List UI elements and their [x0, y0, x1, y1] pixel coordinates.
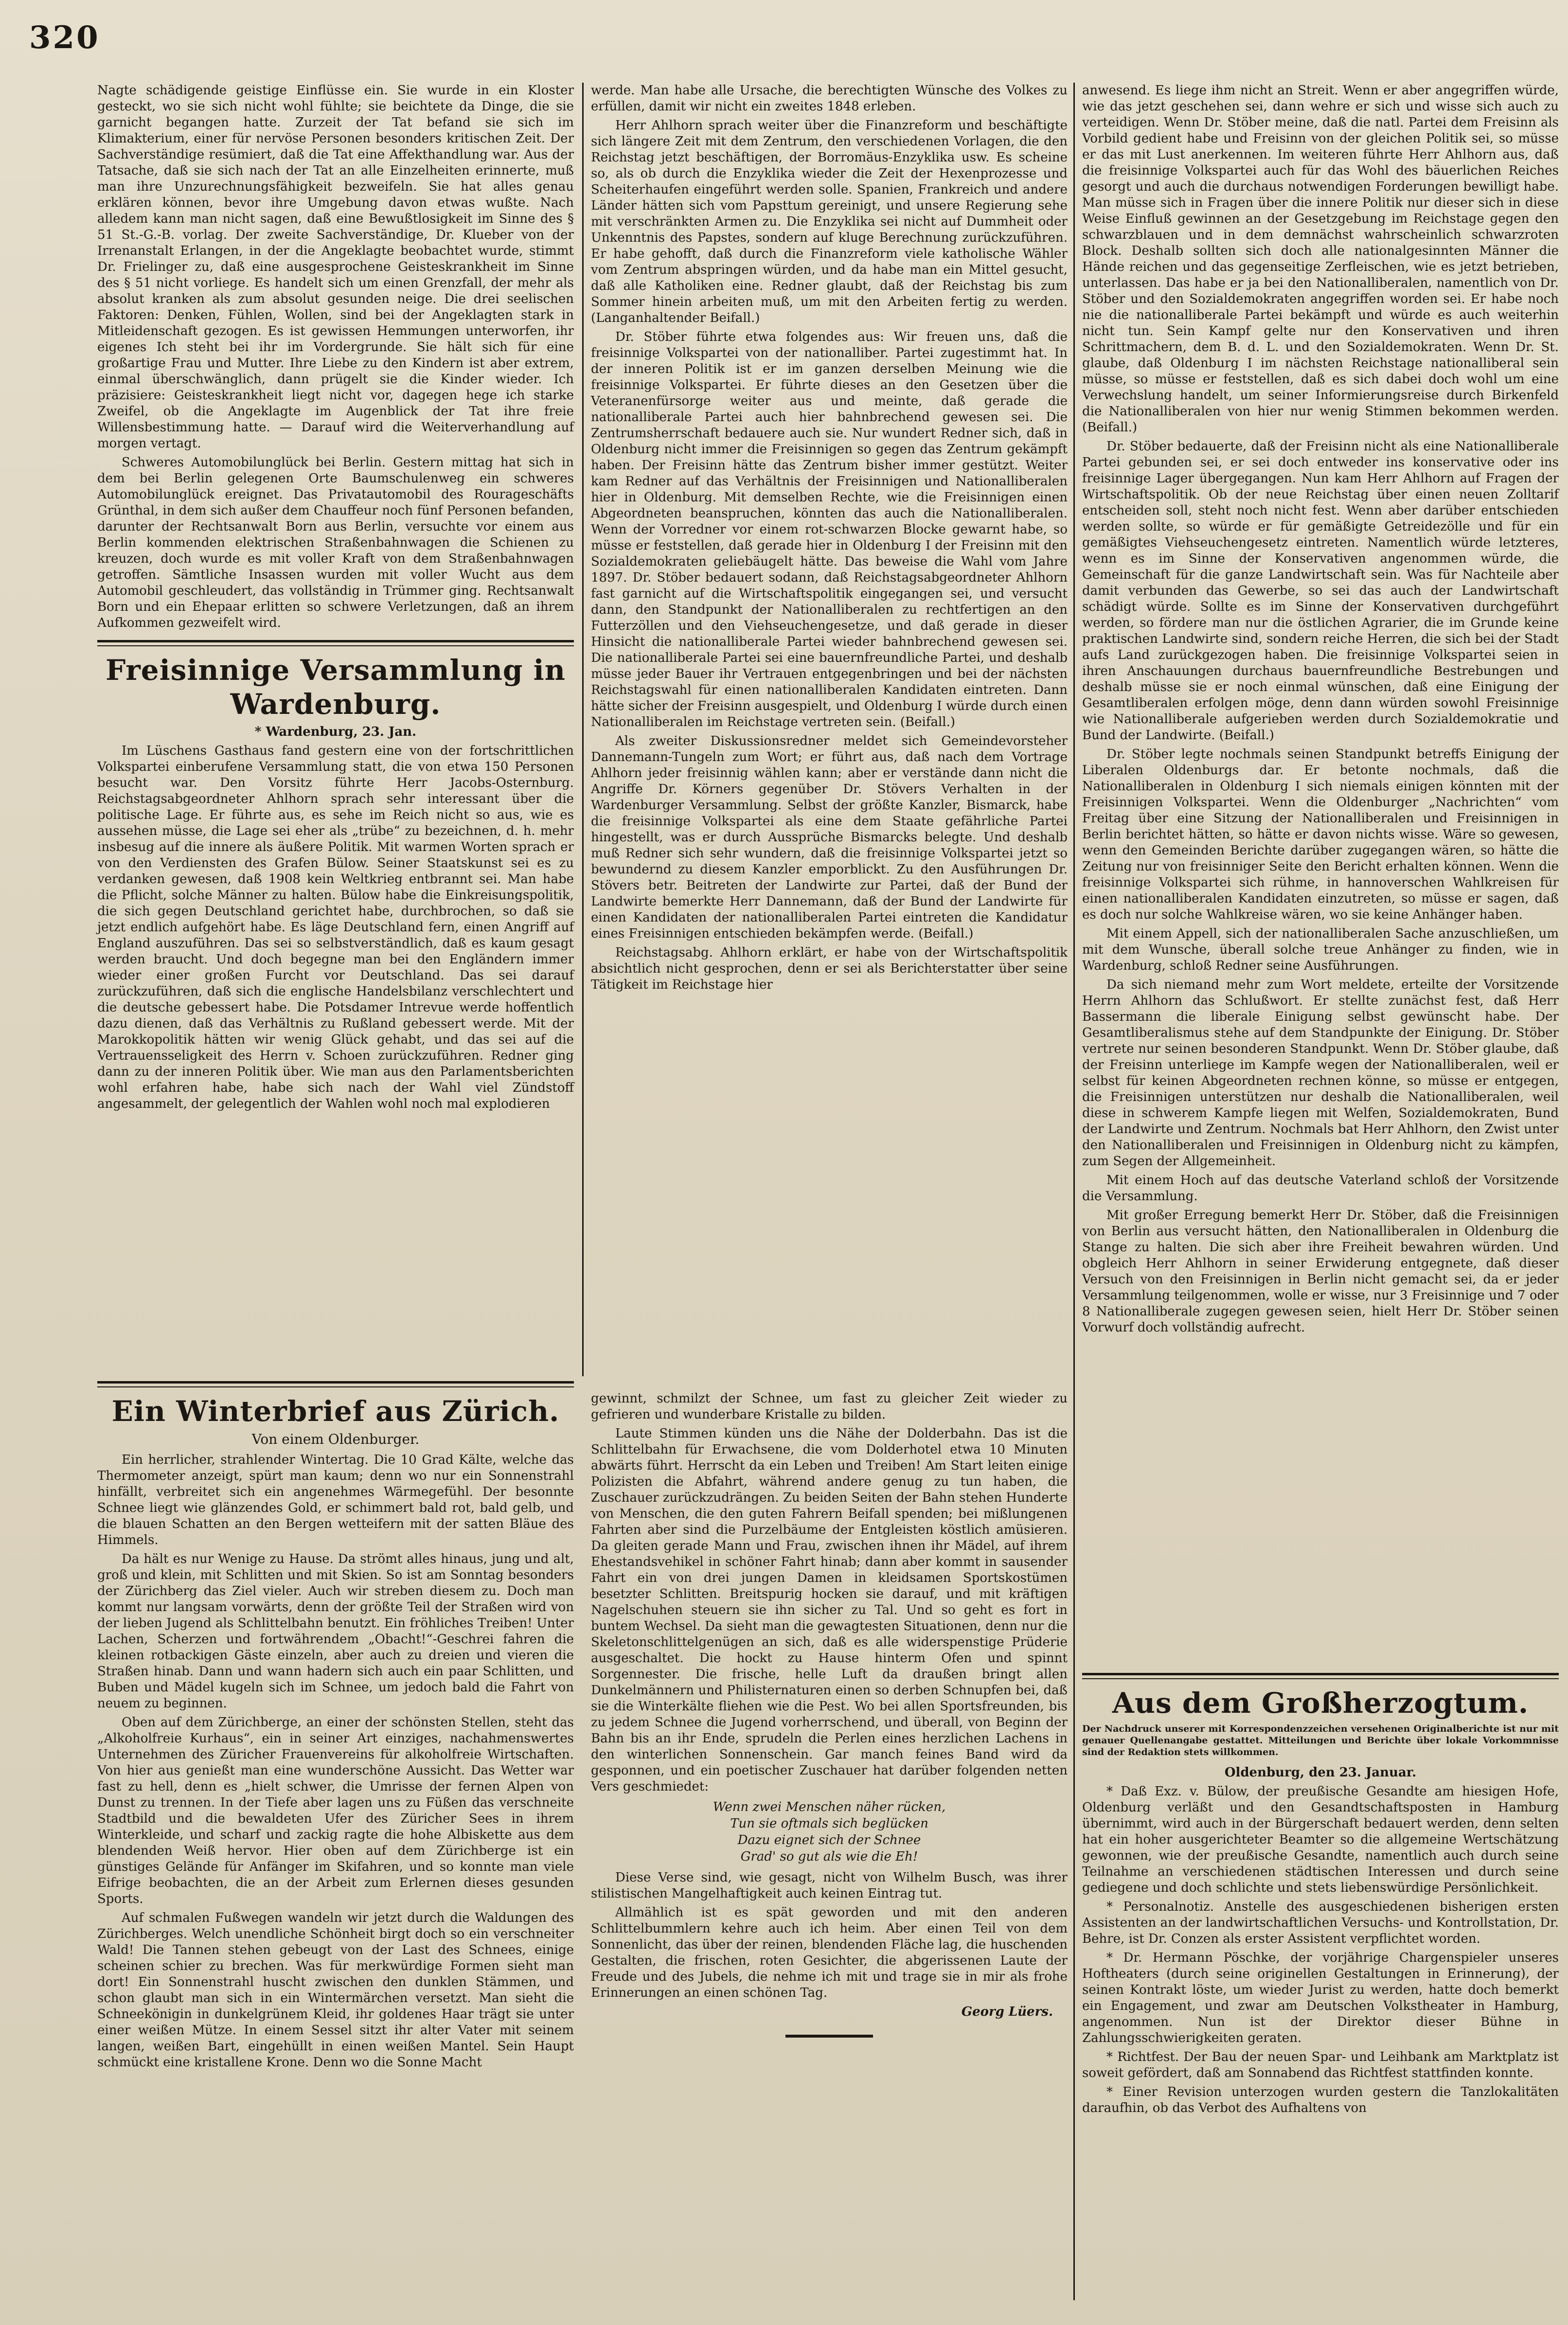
winterbrief-c2-paragraph-4: Allmählich ist es spät geworden und mit den anderen Schlittelbummlern kehre auch ich heim. Aber einen Teil von dem Sonnenlicht, das über der reinen, blendenden Fläche lag, die huschenden Gestalten, die frischen, roten Gesichter, die abgerissenen Laute der Freude und des Jubels, die nehme ich mit und trage sie in mir als frohe Erinnerungen an einen schönen Tag.: [591, 1905, 1068, 2000]
winterbrief-headline: Ein Winterbrief aus Zürich.: [111, 1395, 560, 1428]
winterbrief-paragraph-3: Oben auf dem Zürichberge, an einer der schönsten Stellen, steht das „Alkoholfreie Kurhaus“, ein in seiner Art einziges, nachahmenswertes Unternehmen des Züricher Frauenvereins für alkoholfreie Wirtschaften. Von hier aus genießt man eine wunderschöne Aussicht. Das Wetter war fast zu hell, denn es „hielt schwer, die Umrisse der fernen Alpen von Dunst zu trennen. In der Tiefe aber lagen uns zu Füßen das verschneite Stadtbild und die bewaldeten Ufer des Züricher Sees in ihrem Winterkleide, und scharf und zackig ragte die hohe Albiskette aus dem blendenden Weiß hervor. Hier oben auf dem Zürichberge ist ein günstiges Gelände für Anfänger im Skifahren, und so konnte man viele Eifrige beobachten, die an der Arbeit zum Erlernen dieses gesunden Sports.: [97, 1715, 574, 1906]
col2-paragraph-5: Reichstagsabg. Ahlhorn erklärt, er habe von der Wirtschaftspolitik absichtlich nicht gesprochen, denn er sei als Berichterstatter über seine Tätigkeit im Reichstage hier: [591, 945, 1068, 992]
col3-paragraph-4: Mit einem Appell, sich der nationalliberalen Sache anzuschließen, um mit dem Wunsche, überall solche treue Anhänger zu finden, wie in Wardenburg, schloß Redner seine Ausführungen.: [1082, 926, 1559, 973]
winterbrief-paragraph-1: Ein herrlicher, strahlender Wintertag. Die 10 Grad Kälte, welche das Thermometer anzeigt, spürt man kaum; denn wo nur ein Sonnenstrahl hinfällt, verbreitet sich ein angenehmes Wärmegefühl. Der besonnte Schnee liegt wie glänzendes Gold, er schimmert bald rot, bald gelb, und die blauen Schatten an den Bergen wetteifern mit der satten Bläue des Himmels.: [97, 1453, 574, 1547]
winterbrief-byline: Von einem Oldenburger.: [251, 1431, 420, 1447]
winterbrief-c2-paragraph-2: Laute Stimmen künden uns die Nähe der Dolderbahn. Das ist die Schlittelbahn für Erwachsene, die vom Dolderhotel etwa 10 Minuten abwärts führt. Herrscht da ein Leben und Treiben! Am Start leiten einige Polizisten die Abfahrt, während andere genug zu tun haben, die Zuschauer zurückzudrängen. Zu beiden Seiten der Bahn stehen Hunderte von Menschen, die den guten Fahrern Beifall spenden; bei mißlungenen Fahrten aber sind die Purzelbäume der Entgleisten köstlich amüsieren. Da gleiten gerade Mann und Frau, zwischen ihnen ihr Mädel, auf ihrem Ehestandsvehikel in schöner Fahrt hinab; dann aber kommt in sausender Fahrt ein von drei jungen Damen in kleidsamen Sportskostümen besetzter Schlitten. Breitspurig hocken sie darauf, und mit kräftigen Nagelschuhen steuern sie ihn sicher zu Tal. Und so geht es fort in buntem Wechsel. Da sieht man die gewagtesten Situationen, denn nur die Skeletonschlittelgenügen an sich, daß es alle widerspenstige Prüderie ausgeschaltet. Die hockt zu Hause hinterm Ofen und spinnt Sorgennester. Die frische, helle Luft da draußen bringt allen Dunkelmännern und Philisternaturen einen so derben Schnupfen bei, daß sie die Winterkälte fliehen wie die Pest. Wo bei allen Sportsfreunden, bis zu jedem Schnee die Jugend vorherrschend, und überall, von Beginn der Bahn bis an ihr Ende, sprudeln die Perlen eines herzlichen Lachens in den winterlichen Sonnenschein. Gar manch feines Band wird da gesponnen, und ein poetischer Zuschauer hat darüber folgenden netten Vers geschmiedet:: [591, 1426, 1068, 1794]
poem-line: Wenn zwei Menschen näher rücken,: [713, 1800, 946, 1814]
col3-paragraph-7: Mit großer Erregung bemerkt Herr Dr. Stöber, daß die Freisinnigen von Berlin aus versucht hätten, den Nationalliberalen in Oldenburg die Stange zu halten. Die sich aber ihre Freiheit bewahren würden. Und obgleich Herr Ahlhorn in seiner Erwiderung entgegnete, daß dieser Versuch von den Freisinnigen in Berlin nicht gemacht sei, da er jeder Versammlung teilgenommen, wolle er wisse, nur 3 Freisinnige und 7 oder 8 Nationalliberale zugegen gewesen seien, hielt Herr Dr. Stöber seinen Vorwurf doch vollständig aufrecht.: [1082, 1208, 1559, 1335]
winterbrief-column-1: [97, 1381, 574, 2074]
column-2: [591, 83, 1068, 996]
winterbrief-paragraph-4: Auf schmalen Fußwegen wandeln wir jetzt durch die Waldungen des Zürichberges. Welch unendliche Schönheit birgt doch so ein verschneiter Wald! Die Tannen stehen gebeugt von der Last des Schnees, einige scheinen schier zu brechen. Was für merkwürdige Formen sieht man dort! Ein Sonnenstrahl huscht zwischen den dunklen Stämmen, und schon glaubt man sich in ein Wintermärchen versetzt. Man sieht die Schneekönigin in dunkelgrünem Kleid, ihr goldenes Haar trägt sie unter einer weißen Mütze. In einem Sessel sitzt ihr alter Vater mit seinem langen, weißen Bart, eingehüllt in einen weißen Mantel. Sein Haupt schmückt eine kristallene Krone. Denn wo die Sonne Macht: [97, 1911, 574, 2070]
column-1: [97, 83, 574, 1115]
grossherzogtum-section: [1082, 1673, 1559, 2119]
poem-line: Tun sie oftmals sich beglücken: [730, 1816, 928, 1831]
grossherzogtum-top-rule: [1082, 1673, 1559, 1679]
winterbrief-paragraph-2: Da hält es nur Wenige zu Hause. Da strömt alles hinaus, jung und alt, groß und klein, mit Schlitten und mit Skien. So ist am Sonntag besonders der Zürichberg das Ziel vieler. Auch wir streben diesem zu. Doch man kommt nur langsam vorwärts, denn der größte Teil der Straßen wird von der lieben Jugend als Schlittelbahn benutzt. Ein fröhliches Treiben! Unter Lachen, Scherzen und fortwährendem „Obacht!“-Geschrei fahren die kleinen rotbackigen Gäste einzeln, aber auch zu dreien und vieren die Straßen hinab. Dann und wann hadern sich auch ein paar Schlitten, und Buben und Mädel kugeln sich im Schnee, um jedoch bald die Fahrt von neuem zu beginnen.: [97, 1552, 574, 1711]
winterbrief-top-rule: [97, 1381, 574, 1387]
col3-paragraph-6: Mit einem Hoch auf das deutsche Vaterland schloß der Vorsitzende die Versammlung.: [1082, 1173, 1559, 1204]
col3-paragraph-3: Dr. Stöber legte nochmals seinen Standpunkt betreffs Einigung der Liberalen Oldenburgs dar. Er betonte nochmals, daß die Nationalliberalen in Oldenburg I sich niemals einigen könnten mit der Freisinnigen Volkspartei. Wenn die Oldenburger „Nachrichten“ vom Freitag über eine Sitzung der Nationalliberalen und Freisinnigen in Berlin berichtet hätten, so hätte er davon nichts wisse. Wäre so gewesen, wenn den Gemeinden Berichte darüber zugegangen wären, so hätte die Zeitung nur von freisinniger Seite den Bericht erhalten können. Wenn die freisinnige Volkspartei sich rühme, in hannoverschen Wahlkreisen für einen nationalliberalen Kandidaten einzutreten, so müsse er sagen, daß es doch nur solche Wahlkreise wären, wo sie keine Anhänger haben.: [1082, 747, 1559, 922]
section-divider: [97, 640, 574, 646]
wardenburg-headline: Freisinnige Versammlung in Wardenburg.: [106, 654, 566, 721]
grossherzogtum-headline: Aus dem Großherzogtum.: [1112, 1686, 1529, 1720]
reprint-notice: Der Nachdruck unserer mit Korrespondenzzeichen versehenen Originalberichte ist nur mit genauer Quellenangabe gestattet. Mitteilungen und Berichte über lokale Vorkommnisse sind der Redaktion stets willkommen.: [1082, 1723, 1559, 1757]
grossherzogtum-paragraph-2: * Personalnotiz. Anstelle des ausgeschiedenen bisherigen ersten Assistenten an der landwirtschaftlichen Versuchs- und Kontrollstation, Dr. Behre, ist Dr. Conzen als erster Assistent verpflichtet worden.: [1082, 1899, 1559, 1946]
poem-line: Grad' so gut als wie die Eh!: [740, 1849, 918, 1864]
page-number: 320: [29, 19, 100, 56]
winterbrief-c2-paragraph-1: gewinnt, schmilzt der Schnee, um fast zu gleicher Zeit wieder zu gefrieren und wunderbare Kristalle zu bilden.: [591, 1391, 1068, 1422]
winterbrief-c2-paragraph-3: Diese Verse sind, wie gesagt, nicht von Wilhelm Busch, was ihrer stilistischen Mangelhaftigkeit auch keinen Eintrag tut.: [591, 1870, 1068, 1901]
col2-paragraph-4: Als zweiter Diskussionsredner meldet sich Gemeindevorsteher Dannemann-Tungeln zum Wort; er führt aus, daß nach dem Vortrage Ahlhorn jeder freisinnig wählen kann; aber er verstände dann nicht die Angriffe Dr. Körners gegenüber Dr. Stövers Verhalten in der Wardenburger Versammlung. Selbst der größte Kanzler, Bismarck, habe die freisinnige Volkspartei als eine dem Staate gefährliche Partei hingestellt, was er durch Aussprüche Bismarcks belegte. Und deshalb muß Redner sich sehr wundern, daß die freisinnige Volkspartei jetzt so bewundernd zu diesem Kanzler emporblickt. Zu den Ausführungen Dr. Stövers betr. Beitreten der Landwirte zur Partei, daß der Bund der Landwirte bemerkte Herr Dannemann, daß der Bund der Landwirte für einen Kandidaten der nationalliberalen Partei eintreten die Kandidatur eines Freisinnigen entschieden bekämpfen werde. (Beifall.): [591, 734, 1068, 941]
grossherzogtum-dateline: Oldenburg, den 23. Januar.: [1224, 1765, 1417, 1780]
winterbrief-poem: [591, 1799, 1068, 1865]
grossherzogtum-paragraph-3: * Dr. Hermann Pöschke, der vorjährige Chargenspieler unseres Hoftheaters (durch seine originellen Gestaltungen in Erinnerung), der seinen Kontrakt löste, um wieder Jurist zu werden, hatte doch bemerkt ein Engagement, und zwar am Deutschen Volkstheater in Hamburg, angenommen. Nun ist der Direktor dieser Bühne in Zahlungsschwierigkeiten geraten.: [1082, 1951, 1559, 2045]
grossherzogtum-paragraph-4: * Richtfest. Der Bau der neuen Spar- und Leihbank am Marktplatz ist soweit gefördert, daß am Sonnabend das Richtfest stattfinden konnte.: [1082, 2050, 1559, 2080]
winterbrief-signature: Georg Lüers.: [961, 2005, 1053, 2019]
col2-paragraph-3: Dr. Stöber führte etwa folgendes aus: Wir freuen uns, daß die freisinnige Volkspartei von der nationalliber. Partei zugestimmt hat. In der inneren Politik ist er im ganzen derselben Meinung wie die freisinnige Volkspartei. Er führte dieses an den Gesetzen über die Veteranenfürsorge weiter aus und meinte, daß gerade die nationalliberale Partei auch hier bahnbrechend gewesen sei. Die Zentrumsherrschaft bedauere auch sie. Nur wundert Redner sich, daß in Oldenburg nicht immer die Freisinnigen so gegen das Zentrum gekämpft haben. Der Freisinn hätte das Zentrum bisher immer gestützt. Weiter kam Redner auf das Verhältnis der Freisinnigen und Nationalliberalen hier in Oldenburg. Mit demselben Rechte, wie die Freisinnigen einen Abgeordneten beanspruchen, könnten das auch die Nationalliberalen. Wenn der Vorredner vor einem rot-schwarzen Blocke gewarnt habe, so müsse er feststellen, daß gerade hier in Oldenburg I der Freisinn mit den Sozialdemokraten geliebäugelt hätte. Das beweise die Wahl vom Jahre 1897. Dr. Stöber bedauert sodann, daß Reichstagsabgeordneter Ahlhorn fast garnicht auf die Wirtschaftspolitik eingegangen sei, und versucht dann, den Standpunkt der Nationalliberalen zu rechtfertigen an den Futterzöllen und den Viehseuchengesetze, und daß gerade in dieser Hinsicht die nationalliberale Partei wieder bahnbrechend gewesen sei. Die nationalliberale Partei sei eine bauernfreundliche Partei, und deshalb müsse jeder Bauer ihr Vertrauen entgegenbringen und bei der nächsten Reichstagswahl für einen nationalliberalen Kandidaten eintreten. Dann hätte sicher der Freisinn ausgespielt, und Oldenburg I würde durch einen Nationalliberalen im Reichstage vertreten sein. (Beifall.): [591, 330, 1068, 729]
wardenburg-dateline: * Wardenburg, 23. Jan.: [254, 725, 417, 739]
column-separator: [582, 83, 584, 1376]
wardenburg-paragraph: Im Lüschens Gasthaus fand gestern eine von der fortschrittlichen Volkspartei einberufene Versammlung statt, die von etwa 150 Personen besucht war. Den Vorsitz führte Herr Jacobs-Osternburg. Reichstagsabgeordneter Ahlhorn sprach sehr interessant über die politische Lage. Er führte aus, es sehe im Reich nicht so aus, wie es aussehen müsse, die Lage sei eher als „trübe“ zu bezeichnen, d. h. mehr insbesug auf die innere als äußere Politik. Mit warmen Worten sprach er von den Verdiensten des Grafen Bülow. Seiner Staatskunst sei es zu verdanken gewesen, daß 1908 kein Weltkrieg entbrannt sei. Man habe die Pflicht, solche Männer zu halten. Bülow habe die Einkreisungspolitik, die sich gegen Deutschland gerichtet habe, durchbrochen, so daß sie jetzt endlich aufgehört habe. Es läge Deutschland fern, einen Angriff auf England auszuführen. Das sei so selbstverständlich, daß es kaum gesagt werden braucht. Und doch begegne man bei den Engländern immer wieder einer großen Furcht vor Deutschland. Das sei darauf zurückzuführen, daß sich die englische Handelsbilanz verschlechtert und die deutsche gebessert habe. Die Potsdamer Intrevue werde hoffentlich dazu dienen, daß das Verhältnis zu Rußland gebessert werde. Mit der Marokkopolitik hätten wir wenig Glück gehabt, und das sei auf die Vertrauensseligkeit des Herrn v. Schoen zurückzuführen. Redner ging dann zu der inneren Politik über. Wie man aus den Parlamentsberichten wohl erfahren habe, habe sich nach der Wahl viel Zündstoff angesammelt, der gelegentlich der Wahlen wohl noch mal explodieren: [97, 744, 574, 1111]
grossherzogtum-paragraph-1: * Daß Exz. v. Bülow, der preußische Gesandte am hiesigen Hofe, Oldenburg verläßt und den Gesandtschaftsposten in Hamburg übernimmt, wird auch in der Bürgerschaft bedauert werden, denn selten hat ein hoher ausgerichteter Beamter so die allgemeine Wertschätzung gewonnen, wie der preußische Gesandte, namentlich auch durch seine Teilnahme an verschiedenen städtischen Interessen und durch seine gediegene und doch schlichte und stets liebenswürdige Persönlichkeit.: [1082, 1784, 1559, 1895]
grossherzogtum-paragraph-5: * Einer Revision unterzogen wurden gestern die Tanzlokalitäten daraufhin, ob das Verbot des Aufhaltens von: [1082, 2085, 1559, 2115]
winterbrief-column-2: [591, 1391, 1068, 2038]
court-report-paragraph: Nagte schädigende geistige Einflüsse ein. Sie wurde in ein Kloster gesteckt, wo sie sich nicht wohl fühlte; sie beichtete da Dinge, die sie garnicht begangen hatte. Zurzeit der Tat befand sie sich im Klimakterium, einer für nervöse Personen besonders kritischen Zeit. Der Sachverständige resümiert, daß die Tat eine Affekthandlung war. Aus der Tatsache, daß sie sich nach der Tat an alle Einzelheiten erinnerte, muß man ihre Unzurechnungsfähigkeit bezweifeln. Sie hat alles genau erklären können, bevor ihre Umgebung davon etwas wußte. Nach alledem kann man nicht sagen, daß eine Bewußtlosigkeit im Sinne des § 51 St.-G.-B. vorlag. Der zweite Sachverständige, Dr. Klueber von der Irrenanstalt Erlangen, in der die Angeklagte beobachtet wurde, stimmt Dr. Frielinger zu, daß eine ausgesprochene Geisteskrankheit im Sinne des § 51 nicht vorliege. Es handelt sich um einen Grenzfall, der mehr als absolut kranken als zum absolut gesunden neige. Die drei seelischen Faktoren: Denken, Fühlen, Wollen, sind bei der Angeklagten stark in Mitleidenschaft gezogen. Es ist gewissen Hemmungen unterworfen, ihr eigenes Ich steht bei ihr im Vordergrunde. Sie hält sich für eine großartige Frau und Mutter. Ihre Liebe zu den Kindern ist aber extrem, einmal überschwänglich, dann prügelt sie die Kinder wieder. Ich präzisiere: Geisteskrankheit liegt nicht vor, dagegen hege ich starke Zweifel, ob die Angeklagte im Augenblick der Tat ihre freie Willensbestimmung hatte. — Darauf wird die Weiterverhandlung auf morgen vertagt.: [97, 83, 574, 451]
col3-paragraph-1: anwesend. Es liege ihm nicht an Streit. Wenn er aber angegriffen würde, wie das jetzt geschehen sei, dann wehre er sich und wisse sich auch zu verteidigen. Wenn Dr. Stöber meine, daß die natl. Partei dem Freisinn als Vorbild gedient habe und Freisinn von der gleichen Politik sei, so müsse er das mit Lust anerkennen. Im weiteren führte Herr Ahlhorn aus, daß die freisinnige Volkspartei auch für das Wohl des bäuerlichen Reiches gesorgt und auch die durchaus notwendigen Forderungen bewilligt habe. Man müsse sich in Fragen über die innere Politik nur dieser sich in diese Weise Einfluß gewinnen an der Gesetzgebung im Reichstage gegen den schwarzblauen und in dem demnächst wahrscheinlich schwarzroten Block. Deshalb sollten sich doch alle nationalgesinnten Männer die Hände reichen und das gegenseitige Zerfleischen, wie es jetzt betrieben, unterlassen. Das habe er ja bei den Nationalliberalen, namentlich von Dr. Stöber und den Sozialdemokraten angegriffen worden sei. Er habe noch nie die nationalliberale Partei bekämpft und würde es auch weiterhin nicht tun. Sein Kampf gelte nur den Konservativen und ihren Schrittmachern, dem B. d. L. und den Sozialdemokraten. Wenn Dr. St. glaube, daß Oldenburg I im nächsten Reichstage nationalliberal sein müsse, so müsse er feststellen, daß es sich dabei doch wohl um eine Verwechslung handelt, um seiner Informierungsreise durch Birkenfeld die Nationalliberalen von hier nur wenig Stimmen bekommen werden. (Beifall.): [1082, 83, 1559, 435]
poem-line: Dazu eignet sich der Schnee: [737, 1833, 921, 1847]
col3-paragraph-2: Dr. Stöber bedauerte, daß der Freisinn nicht als eine Nationalliberale Partei gebunden sei, er sei doch entweder ins konservative oder ins freisinnige Lager übergegangen. Nun kam Herr Ahlhorn auf Fragen der Wirtschaftspolitik. Ob der neue Reichstag über einen neuen Zolltarif entscheiden soll, steht noch nicht fest. Wenn aber darüber entschieden werden sollte, so würde er für gemäßigte Getreidezölle und für ein gemäßigtes Viehseuchengesetz eintreten. Namentlich würde letzteres, wenn es im Sinne der Konservativen angenommen würde, die Gemeinschaft für die ganze Landwirtschaft sein. Was für Nachteile aber damit verbunden das Gewerbe, so sei das auch der Landwirtschaft schädigt würde. Sollte es im Sinne der Konservativen durchgeführt werden, so fördere man nur die östlichen Agrarier, die im Grunde keine praktischen Landwirte sind, sondern reiche Herren, die sich bei der Stadt aufs Land zurückgezogen haben. Die freisinnige Volkspartei seien in ihren Anschauungen durchaus bauernfreundliche Bestrebungen und deshalb müsse sie er noch einmal wünschen, daß eine Einigung der Gesamtliberalen erfolgen möge, denn dann würden sowohl Freisinnige wie Nationalliberale aufgerieben werden durch Sozialdemokratie und Bund der Landwirte. (Beifall.): [1082, 439, 1559, 743]
column-3: [1082, 83, 1559, 1339]
col3-paragraph-5: Da sich niemand mehr zum Wort meldete, erteilte der Vorsitzende Herrn Ahlhorn das Schlußwort. Er stellte zunächst fest, daß Herr Bassermann die liberale Einigung selbst gewünscht habe. Der Gesamtliberalismus stehe auf dem Standpunkte der Einigung. Dr. Stöber vertrete nur seinen besonderen Standpunkt. Wenn Dr. Stöber glaube, daß der Freisinn unterliege im Kampfe wegen der Nationalliberalen, weil er selbst für keinen Abgeordneten rechnen könne, so müsse er entgegen, die Freisinnigen unterstützen nur deshalb die Nationalliberalen, weil diese in schwerem Kampfe liegen mit Welfen, Sozialdemokraten, Bund der Landwirte und Zentrum. Nochmals bat Herr Ahlhorn, den Zwist unter den Nationalliberalen und Freisinnigen in Oldenburg nicht zu kämpfen, zum Segen der Allgemeinheit.: [1082, 977, 1559, 1169]
column-separator: [1073, 83, 1075, 2300]
end-of-article-rule: [785, 2035, 873, 2038]
col2-paragraph-1: werde. Man habe alle Ursache, die berechtigten Wünsche des Volkes zu erfüllen, damit wir nicht ein zweites 1848 erleben.: [591, 83, 1068, 114]
automobile-accident-paragraph: Schweres Automobilunglück bei Berlin. Gestern mittag hat sich in dem bei Berlin gelegenen Orte Baumschulenweg ein schweres Automobilunglück ereignet. Das Privatautomobil des Rourageschäfts Grünthal, in dem sich außer dem Chauffeur noch fünf Personen befanden, darunter der Rechtsanwalt Born aus Berlin, versuchte vor einem aus Berlin kommenden elektrischen Straßenbahnwagen die Schienen zu kreuzen, doch wurde es mit voller Kraft von dem Straßenbahnwagen getroffen. Sämtliche Insassen wurden mit voller Wucht aus dem Automobil geschleudert, das vollständig in Trümmer ging. Rechtsanwalt Born und ein Ehepaar erlitten so schwere Verletzungen, daß an ihrem Aufkommen gezweifelt wird.: [97, 455, 574, 630]
col2-paragraph-2: Herr Ahlhorn sprach weiter über die Finanzreform und beschäftigte sich längere Zeit mit dem Zentrum, den verschiedenen Vorlagen, die den Reichstag jetzt beschäftigen, der Borromäus-Enzyklika usw. Es scheine so, als ob durch die Enzyklika wieder die Zeit der Hexenprozesse und Scheiterhaufen eingeführt werden solle. Spanien, Frankreich und andere Länder hätten sich vom Papsttum gereinigt, und unsere Regierung sehe mit verschränkten Armen zu. Die Enzyklika sei nicht auf Dummheit oder Unkenntnis des Papstes, sondern auf kluge Berechnung zurückzuführen. Er habe gehofft, daß durch die Finanzreform viele katholische Wähler vom Zentrum abspringen würden, und da habe man ein Mittel gesucht, daß alle Katholiken eine. Redner glaubt, daß der Reichstag bis zum Sommer hinein arbeiten muß, um mit den Arbeiten fertig zu werden. (Langanhaltender Beifall.): [591, 118, 1068, 325]
